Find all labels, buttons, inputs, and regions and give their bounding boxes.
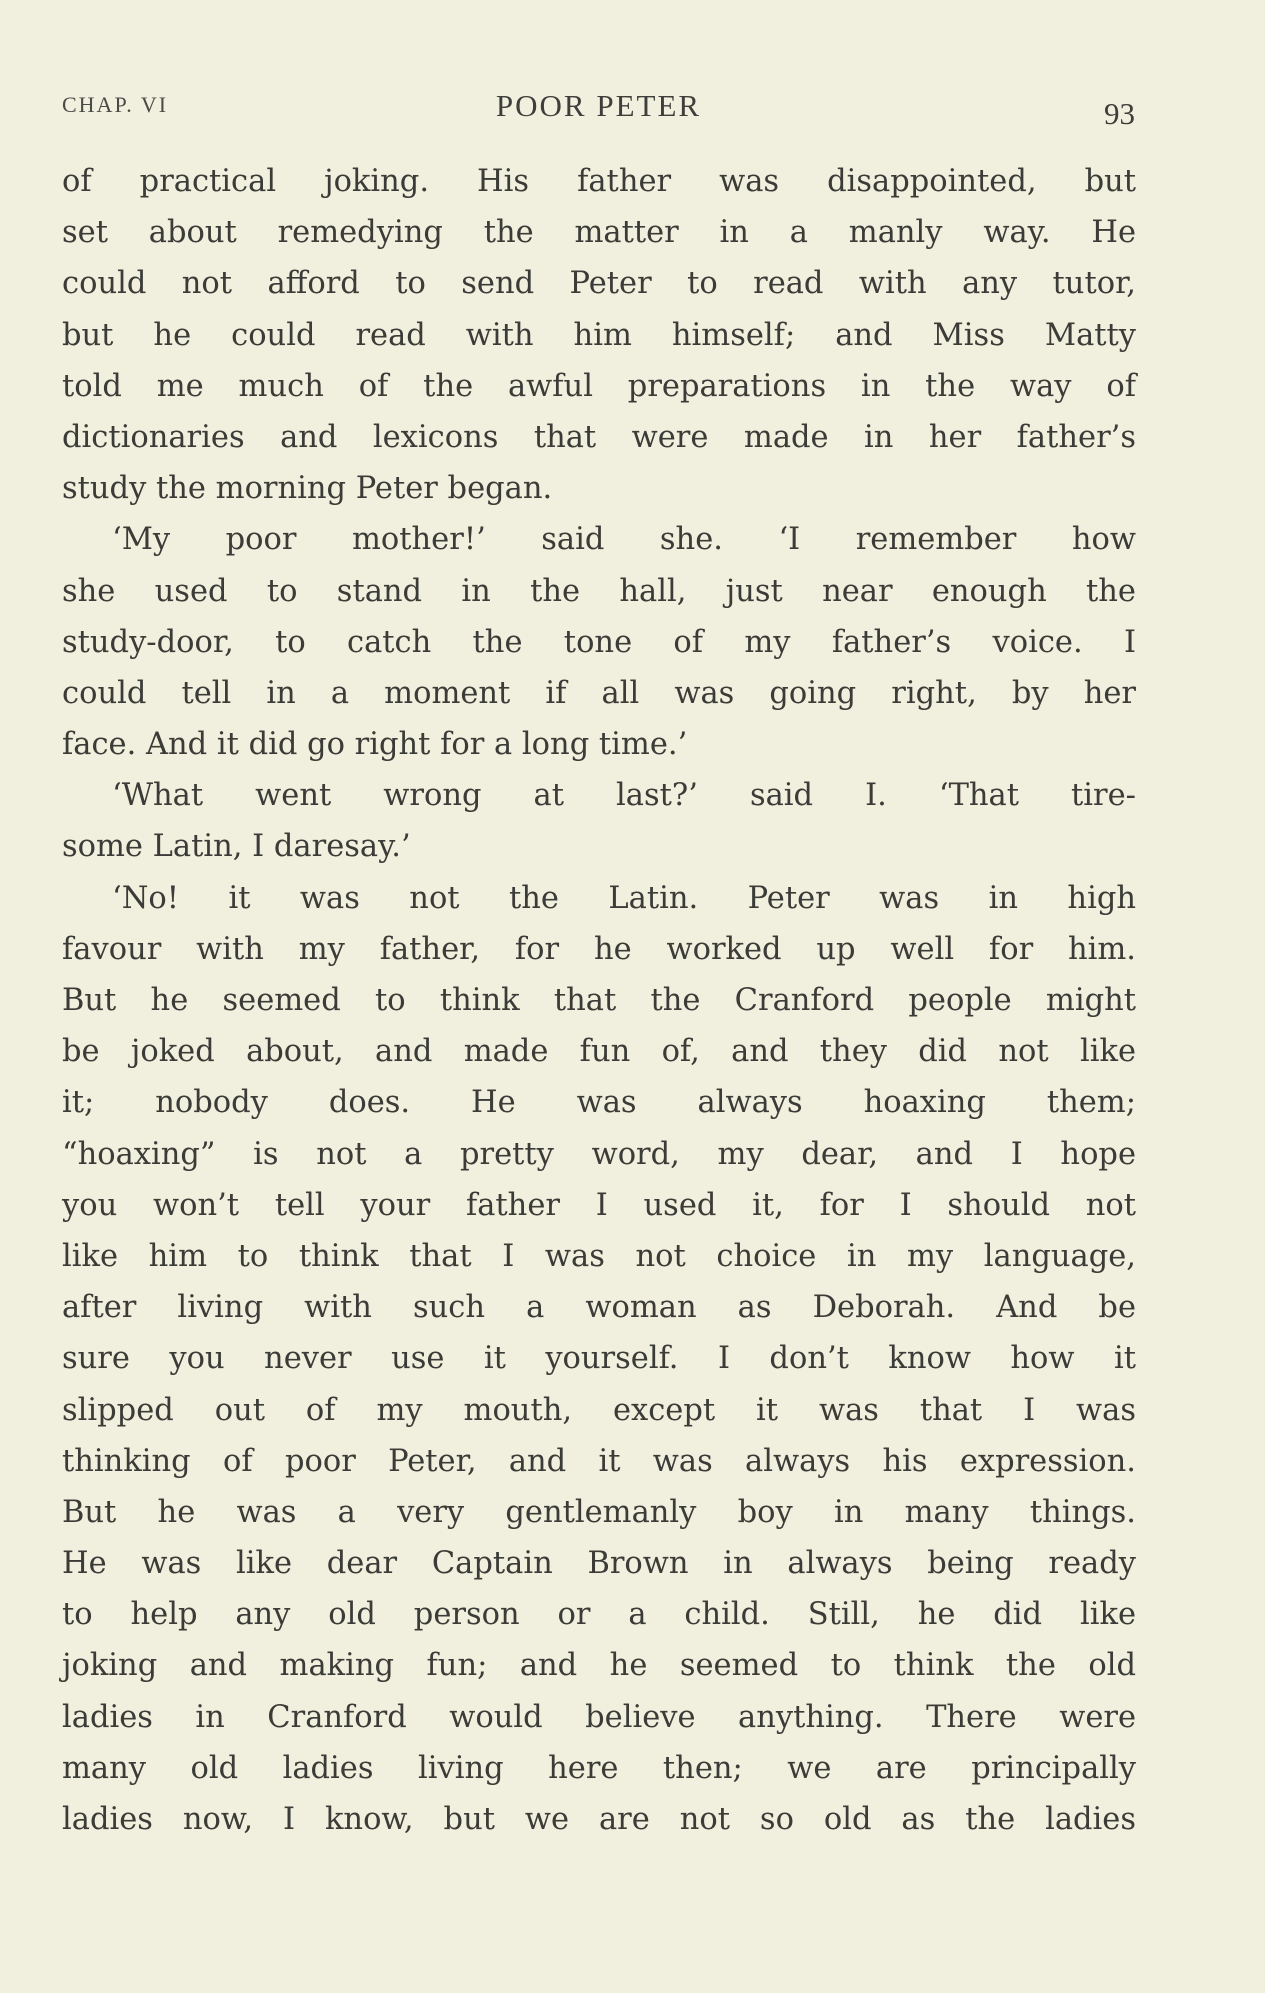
text-line: to help any old person or a child. Still, he did like <box>62 1597 1136 1633</box>
text-line: sure you never use it yourself. I don’t know how it <box>62 1341 1136 1377</box>
text-line: ‘My poor mother!’ said she. ‘I remember how <box>112 522 1136 558</box>
text-line: set about remedying the matter in a manly way. He <box>62 215 1136 251</box>
chapter-label: CHAP. VI <box>62 92 169 117</box>
text-line: of practical joking. His father was disappointed, but <box>62 164 1136 199</box>
running-head <box>62 88 1135 131</box>
text-line: like him to think that I was not choice in my language, <box>62 1238 1136 1274</box>
body-text <box>62 156 1136 1845</box>
text-line: thinking of poor Peter, and it was always his expression. <box>62 1443 1136 1479</box>
text-line: But he seemed to think that the Cranford people might <box>62 983 1136 1018</box>
text-line: it; nobody does. He was always hoaxing them; <box>62 1085 1136 1121</box>
text-line: But he was a very gentlemanly boy in many things. <box>62 1494 1136 1530</box>
text-line: slipped out of my mouth, except it was that I was <box>62 1392 1136 1428</box>
text-line: some Latin, I daresay.’ <box>62 829 411 865</box>
text-line: she used to stand in the hall, just near enough the <box>62 573 1136 609</box>
text-line: ladies in Cranford would believe anything. There were <box>62 1699 1136 1735</box>
text-line: study-door, to catch the tone of my father’s voice. I <box>62 624 1136 660</box>
page-number: 93 <box>1104 96 1135 131</box>
text-line: could not afford to send Peter to read with any tutor, <box>62 266 1136 302</box>
text-line: favour with my father, for he worked up well for him. <box>62 931 1136 967</box>
text-line: He was like dear Captain Brown in always being ready <box>62 1546 1136 1582</box>
text-line: after living with such a woman as Deborah. And be <box>62 1290 1136 1326</box>
text-line: you won’t tell your father I used it, for I should not <box>62 1187 1136 1223</box>
text-line: ‘What went wrong at last?’ said I. ‘That tire- <box>112 778 1136 814</box>
text-line: face. And it did go right for a long time.’ <box>62 727 688 763</box>
text-line: “hoaxing” is not a pretty word, my dear, and I hope <box>62 1136 1136 1172</box>
text-line: ladies now, I know, but we are not so old as the ladies <box>62 1802 1136 1837</box>
page-title: POOR PETER <box>495 88 702 123</box>
text-line: ‘No! it was not the Latin. Peter was in high <box>112 880 1136 916</box>
text-line: study the morning Peter began. <box>62 471 553 507</box>
text-line: be joked about, and made fun of, and they did not like <box>62 1034 1136 1070</box>
text-line: but he could read with him himself; and Miss Matty <box>62 317 1136 353</box>
text-line: could tell in a moment if all was going right, by her <box>62 675 1136 711</box>
text-line: told me much of the awful preparations in the way of <box>62 368 1136 404</box>
text-line: dictionaries and lexicons that were made in her father’s <box>62 419 1136 455</box>
text-line: joking and making fun; and he seemed to think the old <box>62 1648 1136 1684</box>
text-line: many old ladies living here then; we are principally <box>62 1750 1136 1786</box>
